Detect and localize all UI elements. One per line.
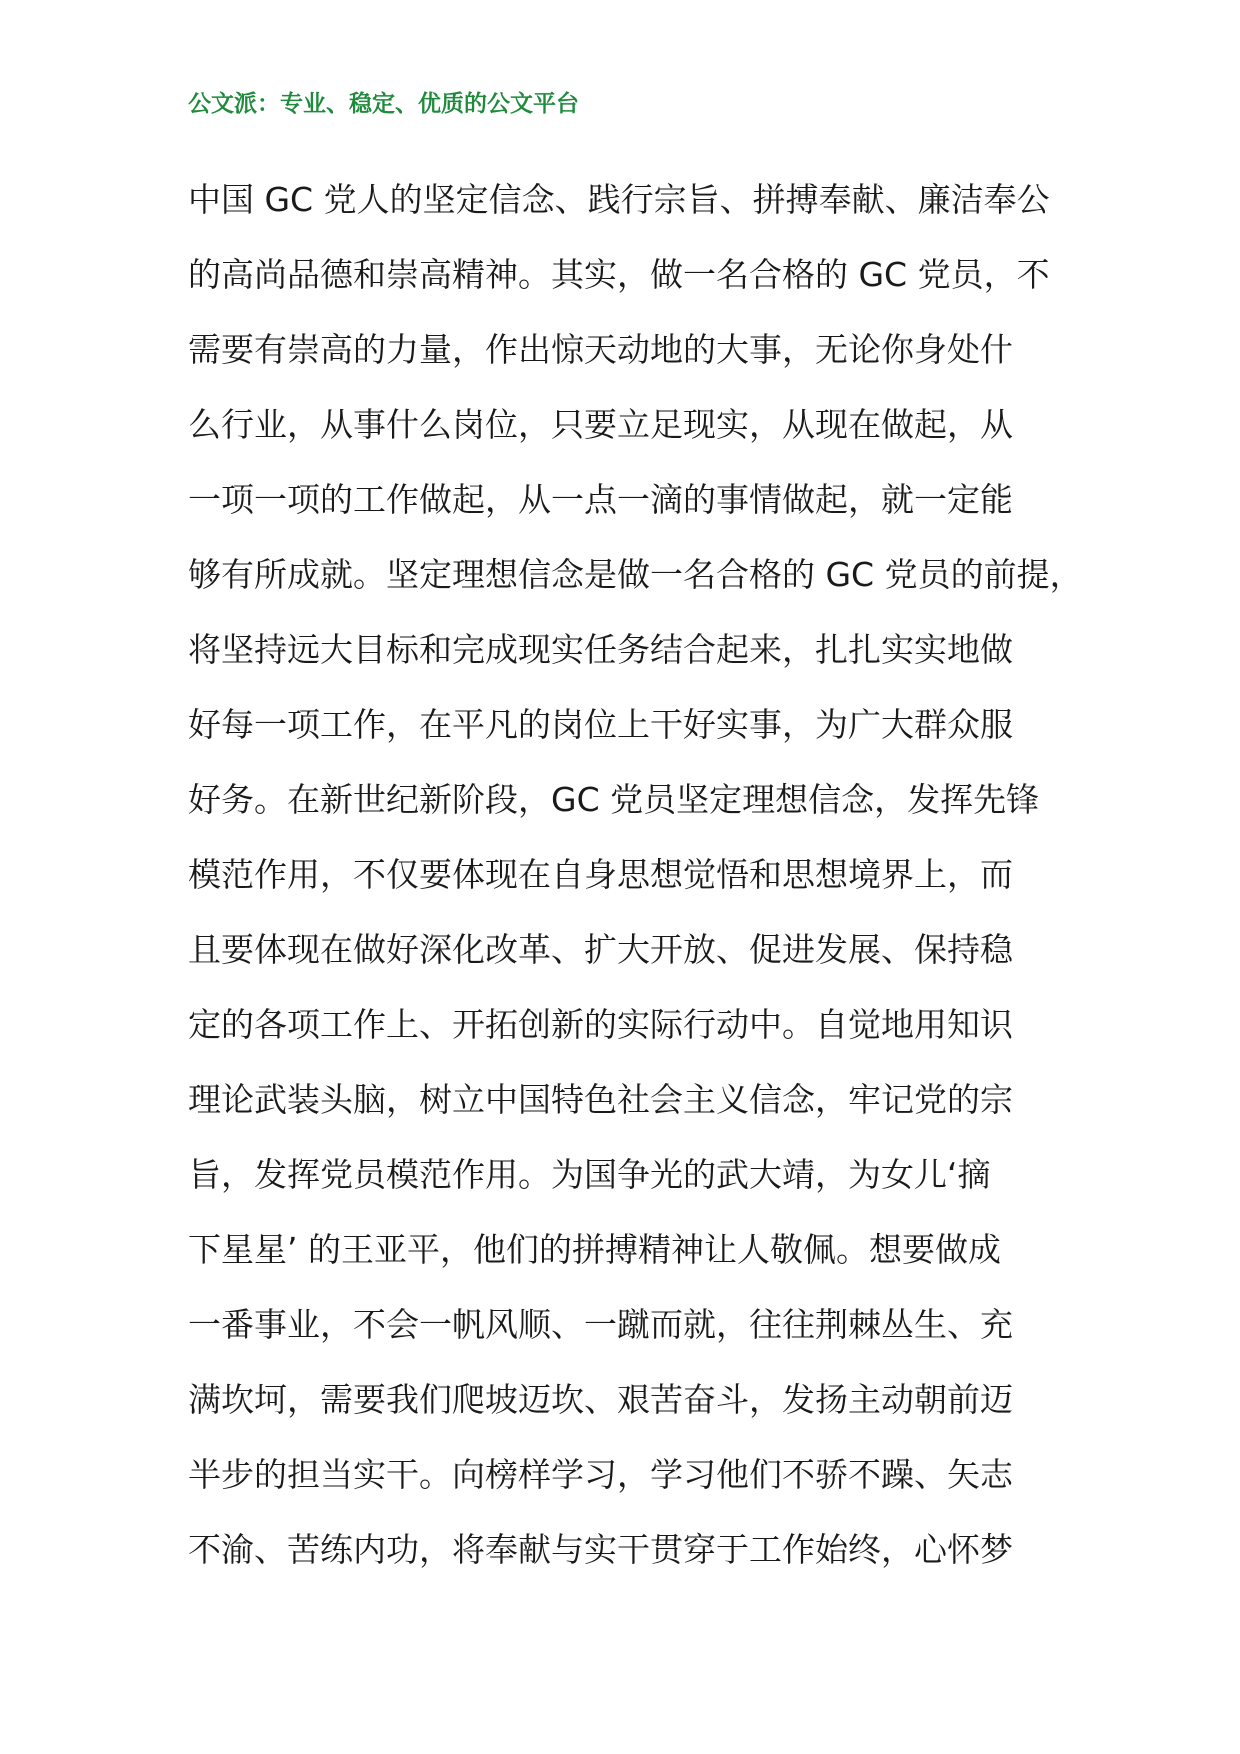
text-line: 么行业，从事什么岗位，只要立足现实，从现在做起，从 bbox=[188, 405, 1013, 444]
text-line: 好务。在新世纪新阶段，GC 党员坚定理想信念，发挥先锋 bbox=[188, 780, 1040, 819]
text-line: 理论武装头脑，树立中国特色社会主义信念，牢记党的宗 bbox=[188, 1080, 1013, 1119]
text-line: 模范作用，不仅要体现在自身思想觉悟和思想境界上，而 bbox=[188, 855, 1013, 894]
text-line: 一番事业，不会一帆风顺、一蹴而就，往往荆棘丛生、充 bbox=[188, 1305, 1013, 1344]
text-line: 好每一项工作，在平凡的岗位上干好实事，为广大群众服 bbox=[188, 705, 1013, 744]
text-line: 下星星’ 的王亚平，他们的拼搏精神让人敬佩。想要做成 bbox=[188, 1230, 1001, 1269]
text-line: 需要有崇高的力量，作出惊天动地的大事，无论你身处什 bbox=[188, 330, 1013, 369]
text-line: 够有所成就。坚定理想信念是做一名合格的 GC 党员的前提， bbox=[188, 555, 1083, 594]
text-line: 将坚持远大目标和完成现实任务结合起来，扎扎实实地做 bbox=[188, 630, 1013, 669]
text-line: 中国 GC 党人的坚定信念、践行宗旨、拼搏奉献、廉洁奉公 bbox=[188, 180, 1050, 219]
text-line: 一项一项的工作做起，从一点一滴的事情做起，就一定能 bbox=[188, 480, 1013, 519]
text-line: 的高尚品德和崇高精神。其实，做一名合格的 GC 党员，不 bbox=[188, 255, 1050, 294]
platform-header: 公文派：专业、稳定、优质的公文平台 bbox=[188, 90, 579, 117]
text-line: 且要体现在做好深化改革、扩大开放、促进发展、保持稳 bbox=[188, 930, 1013, 969]
text-line: 满坎坷，需要我们爬坡迈坎、艰苦奋斗，发扬主动朝前迈 bbox=[188, 1380, 1013, 1419]
text-line: 不渝、苦练内功，将奉献与实干贯穿于工作始终，心怀梦 bbox=[188, 1530, 1013, 1569]
text-line: 定的各项工作上、开拓创新的实际行动中。自觉地用知识 bbox=[188, 1005, 1013, 1044]
text-line: 旨，发挥党员模范作用。为国争光的武大靖，为女儿‘摘 bbox=[188, 1155, 991, 1194]
body-text bbox=[188, 162, 1088, 1587]
text-line: 半步的担当实干。向榜样学习，学习他们不骄不躁、矢志 bbox=[188, 1455, 1013, 1494]
